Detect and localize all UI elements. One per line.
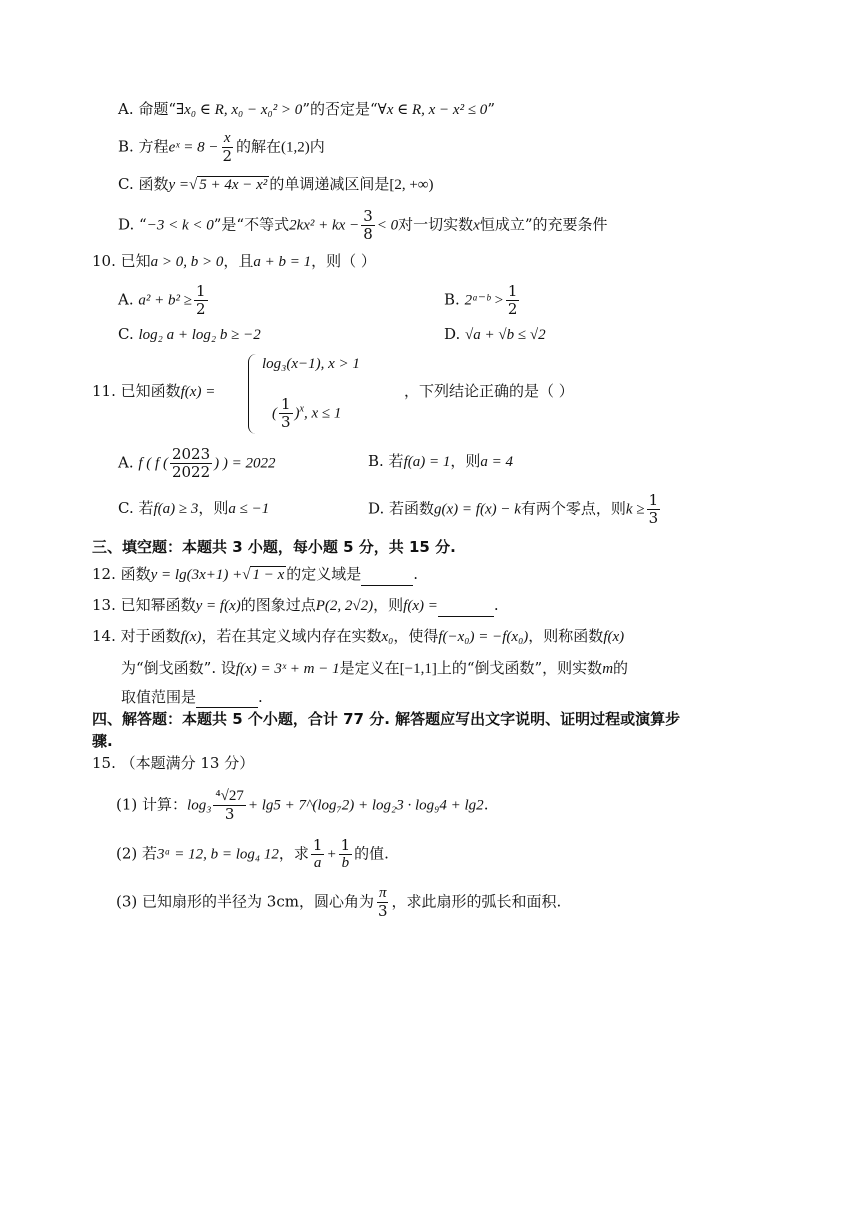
q11-piecewise-brace — [248, 354, 259, 434]
section-4-heading: 四、解答题：本题共 5 个小题，合计 77 分. 解答题应写出文字说明、证明过程或演算步 — [92, 710, 681, 728]
q9-option-d: D. “−3 < k < 0”是“不等式2kx² + kx − $\frac{3}{8}$ < 0对一切实数x恒成立”的充要条件 — [118, 207, 608, 243]
q11-stem-prefix: 11. 已知函数f(x) = — [92, 382, 216, 400]
q11-option-a: A. f ( f ( $\frac{2023}{2022}$ ) ) = 2022 — [118, 445, 276, 481]
q14-line-1: 14. 对于函数f(x)，若在其定义域内存在实数x₀，使得f(−x₀) = −f(x₀)，则称函数f(x) — [92, 627, 625, 645]
q11-option-d: D. 若函数g(x) = f(x) − k有两个零点，则k ≥ $\frac{1}{3}$ — [368, 491, 659, 527]
q9-option-a: A. 命题“∃x₀ ∈ R, x₀ − x₀² > 0”的否定是“∀x ∈ R, x − x² ≤ 0” — [118, 100, 495, 118]
q9-option-b: B. 方程eˣ = 8 − $\frac{x}{2}$ 的解在(1,2)内 — [118, 130, 325, 165]
q10-option-b: B. 2ᵃ⁻ᵇ > $\frac{1}{2}$ — [444, 282, 518, 318]
q10-option-c: C. log₂ a + log₂ b ≥ −2 — [118, 325, 261, 343]
q15-part-1: (1) 计算：log₃ $\frac{\text{⁴√27}}{3}$ + lg5 + 7^(log₇2) + log₂3 · log₉4 + lg2. — [116, 788, 489, 823]
q11-option-b: B. 若f(a) = 1，则a = 4 — [368, 452, 513, 470]
q14-line-3: 取值范围是 . — [121, 688, 263, 706]
q14-answer-blank[interactable] — [196, 693, 258, 708]
q13: 13. 已知幂函数y = f(x)的图象过点P(2, 2√2)，则f(x) = . — [92, 594, 499, 617]
q11-case-1: log₃(x−1), x > 1 — [262, 356, 360, 372]
q15-title: 15. （本题满分 13 分） — [92, 754, 255, 772]
q10-option-d: D. √a + √b ≤ √2 — [444, 325, 546, 343]
q14-line-2: 为“倒戈函数”. 设f(x) = 3ˣ + m − 1是定义在[−1,1]上的“倒戈函数”，则实数m的 — [121, 659, 629, 677]
section-4-heading-cont: 骤. — [92, 732, 113, 750]
q12-answer-blank[interactable] — [361, 571, 413, 586]
q12: 12. 函数y = lg(3x+1) +√ 1 − x 的定义域是 . — [92, 563, 418, 586]
q10-option-a: A. a² + b² ≥ $\frac{1}{2}$ — [118, 282, 206, 318]
q15-part-2: (2) 若3ᵃ = 12, b = log₄ 12，求 $\frac{1}{a}$ + $\frac{1}{b}$ 的值. — [116, 836, 389, 871]
q15-part-3: (3) 已知扇形的半径为 3cm，圆心角为 $\frac{\pi}{3}$ ，求此扇形的弧长和面积. — [116, 885, 562, 920]
q11-option-c: C. 若f(a) ≥ 3，则a ≤ −1 — [118, 499, 270, 517]
q10-stem: 10. 已知a > 0, b > 0，且a + b = 1，则（ ） — [92, 252, 376, 270]
q11-case-2: ( $\frac{1}{3}$ )$^x$, x ≤ 1 — [272, 395, 342, 431]
section-3-heading: 三、填空题：本题共 3 小题，每小题 5 分，共 15 分. — [92, 538, 456, 556]
q11-stem-suffix: ，下列结论正确的是（ ） — [404, 382, 574, 400]
q9-option-c: C. 函数y =√ 5 + 4x − x² 的单调递减区间是[2, +∞) — [118, 175, 434, 193]
q13-answer-blank[interactable] — [438, 602, 494, 617]
